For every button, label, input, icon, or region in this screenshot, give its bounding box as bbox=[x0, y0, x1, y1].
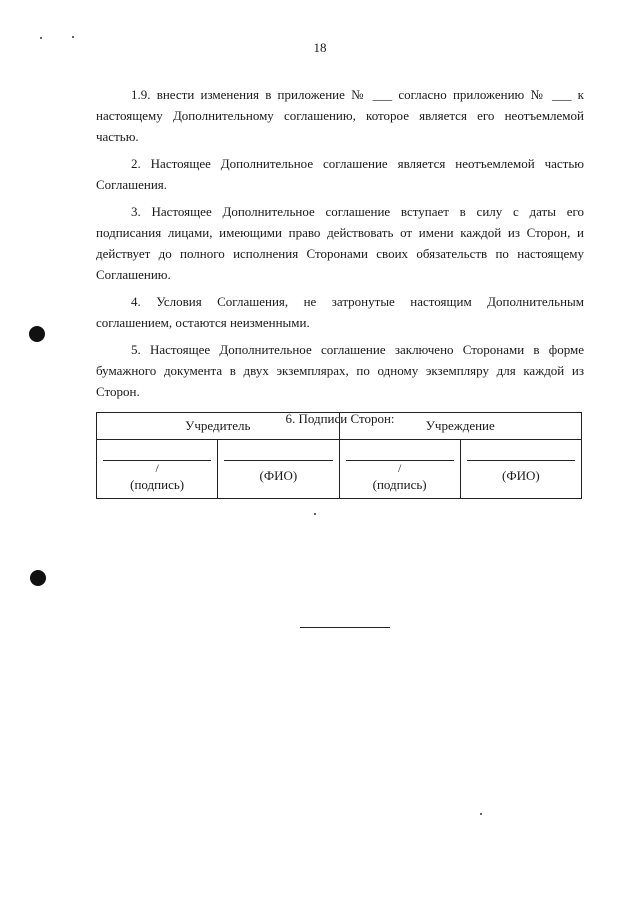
signatures-table bbox=[96, 412, 582, 499]
paragraph-3: 3. Настоящее Дополнительное соглашение вступает в силу с даты его подписания лицами, имеющими право действовать от имени каждой из Сторон, и действует до полного исполнения Сторонами своих обязательств по настоящему Соглашению. bbox=[96, 204, 584, 282]
paragraph-4: 4. Условия Соглашения, не затронутые настоящим Дополнительным соглашением, остаются неизменными. bbox=[96, 294, 584, 330]
document-body bbox=[96, 84, 584, 439]
signature-slash: / bbox=[397, 461, 402, 475]
founder-signature-cell bbox=[97, 440, 218, 499]
institution-signature-label: (подпись) bbox=[372, 477, 427, 492]
institution-fio-cell bbox=[460, 440, 581, 499]
scan-speck bbox=[480, 813, 482, 815]
paragraph-5: 5. Настоящее Дополнительное соглашение заключено Сторонами в форме бумажного документа в двух экземплярах, по одному экземпляру для каждой из Сторон. bbox=[96, 342, 584, 399]
page-number: 18 bbox=[313, 40, 327, 55]
signatures-title: 6. Подписи Сторон: bbox=[285, 411, 395, 426]
founder-fio-label: (ФИО) bbox=[259, 468, 298, 483]
fio-line bbox=[467, 460, 575, 461]
closing-rule bbox=[300, 627, 390, 628]
paragraph-2: 2. Настоящее Дополнительное соглашение является неотъемлемой частью Соглашения. bbox=[96, 156, 584, 192]
founder-signature-label: (подпись) bbox=[130, 477, 185, 492]
founder-fio-cell bbox=[218, 440, 339, 499]
institution-signature-cell bbox=[339, 440, 460, 499]
scan-speck bbox=[72, 36, 74, 38]
founder-header: Учредитель bbox=[97, 413, 340, 440]
punch-hole-bottom bbox=[30, 570, 46, 586]
paragraph-1-9: 1.9. внести изменения в приложение № ___ согласно приложению № ___ к настоящему Дополнительному соглашению, которое является его неотъемлемой частью. bbox=[96, 87, 584, 144]
scan-speck bbox=[314, 513, 316, 515]
fio-line bbox=[224, 460, 332, 461]
institution-header: Учреждение bbox=[339, 413, 582, 440]
signature-slash: / bbox=[155, 461, 159, 475]
scan-speck bbox=[40, 37, 42, 39]
institution-fio-label: (ФИО) bbox=[502, 468, 540, 483]
punch-hole-top bbox=[29, 326, 45, 342]
